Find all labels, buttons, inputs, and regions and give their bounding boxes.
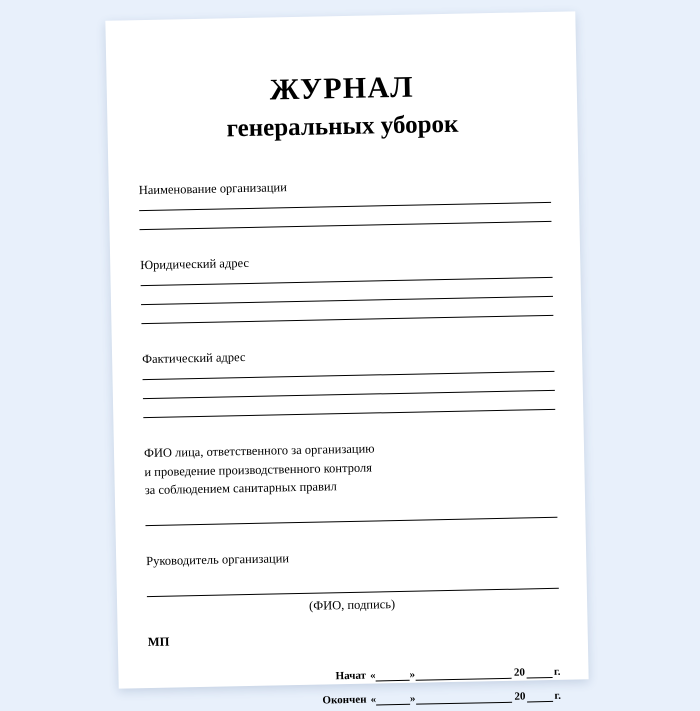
footer-end-year-blank: [527, 690, 553, 703]
label-head-of-organization: Руководитель организации: [146, 550, 290, 568]
footer-end-day-blank: [376, 693, 410, 706]
document-sheet: [105, 11, 588, 707]
document-body: [105, 11, 588, 707]
footer-end-quote-close: »: [409, 692, 416, 705]
label-responsible-person-line-1: ФИО лица, ответственного за организацию: [143, 441, 375, 461]
label-legal-address: Юридический адрес: [140, 256, 250, 273]
title-line-1: ЖУРНАЛ: [269, 70, 415, 107]
footer-dates: [118, 666, 561, 711]
footer-start-year-suffix: г.: [553, 665, 561, 678]
document-title: [106, 67, 577, 147]
footer-end-month-blank: [416, 691, 512, 705]
footer-start-quote-close: »: [409, 668, 416, 681]
footer-end-year-suffix: г.: [554, 689, 562, 702]
signature-caption: (ФИО, подпись): [308, 596, 396, 613]
footer-start-row: [118, 666, 560, 687]
footer-end-quote-open: «: [370, 693, 377, 706]
footer-start-month-blank: [416, 667, 512, 681]
title-line-2: генеральных уборок: [226, 110, 459, 142]
label-organization-name: Наименование организации: [138, 180, 287, 198]
footer-start-quote-open: «: [369, 669, 376, 682]
footer-start-label: Начат: [335, 669, 367, 683]
footer-end-label: Окончен: [322, 693, 367, 707]
stamp-mark: МП: [147, 634, 170, 649]
label-responsible-person-line-3: за соблюдением санитарных правил: [144, 478, 337, 497]
label-responsible-person-line-2: и проведение производственного контроля: [144, 460, 373, 479]
footer-start-year-blank: [527, 666, 553, 679]
footer-start-year-prefix: 20: [513, 666, 526, 679]
footer-end-year-prefix: 20: [514, 690, 526, 703]
footer-start-day-blank: [375, 669, 409, 682]
footer-end-row: [119, 690, 561, 711]
label-actual-address: Фактический адрес: [142, 350, 246, 367]
